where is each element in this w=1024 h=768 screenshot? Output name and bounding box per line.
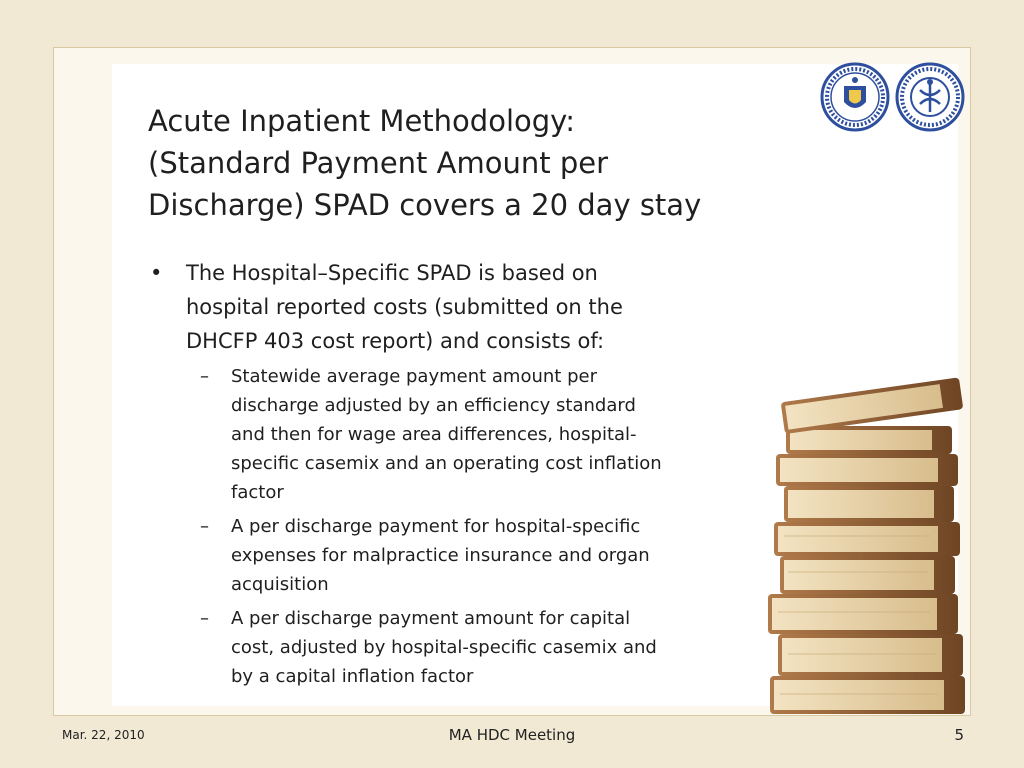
sub-bullet-item xyxy=(148,604,808,691)
sub-bullet-line: and then for wage area differences, hospital- xyxy=(231,424,637,445)
sub-bullet-line: A per discharge payment amount for capital xyxy=(231,608,631,629)
sub-bullet-line: specific casemix and an operating cost inflation xyxy=(231,453,662,474)
bullet-line: hospital reported costs (submitted on the xyxy=(186,295,623,319)
footer-title: MA HDC Meeting xyxy=(448,726,576,744)
bullet-line: DHCFP 403 cost report) and consists of: xyxy=(186,329,605,353)
title-line: Acute Inpatient Methodology: xyxy=(148,104,575,138)
sub-bullet-line: discharge adjusted by an efficiency standard xyxy=(231,395,636,416)
bullet-line: The Hospital–Specific SPAD is based on xyxy=(186,261,598,285)
seals-group xyxy=(820,60,968,134)
sub-bullet-line: expenses for malpractice insurance and organ xyxy=(231,545,650,566)
footer-date: Mar. 22, 2010 xyxy=(62,728,145,742)
dash-marker: – xyxy=(200,366,209,387)
page-number: 5 xyxy=(954,726,964,744)
dash-marker: – xyxy=(200,608,209,629)
sub-bullet-line: cost, adjusted by hospital-specific casemix and xyxy=(231,637,657,658)
title-line: Discharge) SPAD covers a 20 day stay xyxy=(148,188,702,222)
slide-title xyxy=(148,100,808,226)
sub-bullet-item xyxy=(148,512,808,599)
title-line: (Standard Payment Amount per xyxy=(148,146,608,180)
dash-marker: – xyxy=(200,516,209,537)
slide-body xyxy=(148,256,808,696)
massachusetts-seal-icon xyxy=(822,64,888,130)
public-health-seal-icon xyxy=(897,64,963,130)
sub-bullet-line: Statewide average payment amount per xyxy=(231,366,597,387)
bullet-marker: • xyxy=(150,261,163,285)
bullet-item xyxy=(148,256,808,358)
sub-bullet-line: A per discharge payment for hospital-specific xyxy=(231,516,641,537)
sub-bullet-line: by a capital inflation factor xyxy=(231,666,474,687)
sub-bullet-line: acquisition xyxy=(231,574,329,595)
sub-bullet-item xyxy=(148,362,808,507)
sub-bullet-list xyxy=(148,362,808,691)
sub-bullet-line: factor xyxy=(231,482,284,503)
